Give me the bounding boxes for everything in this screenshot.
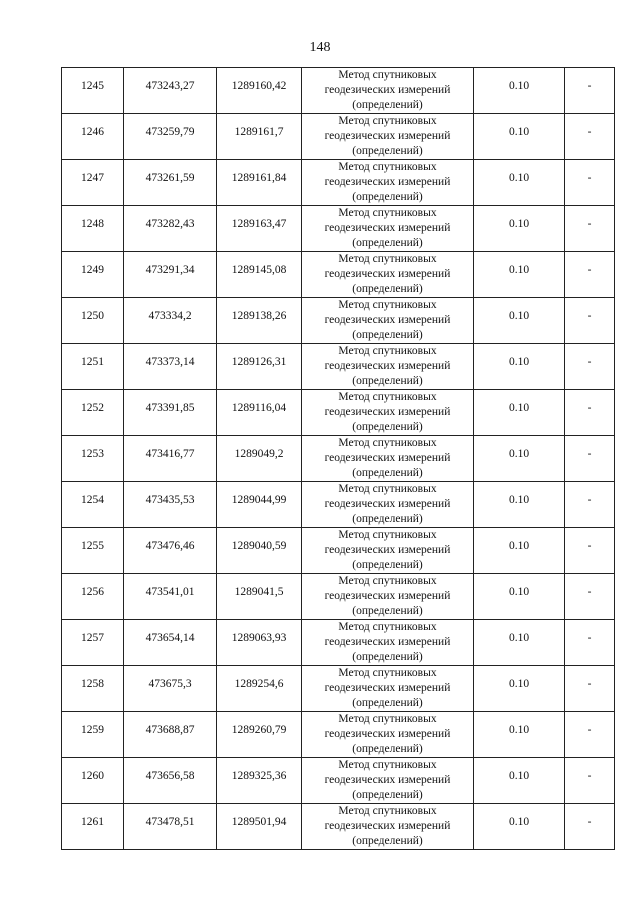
y-coordinate-cell-value: 1289325,36 — [231, 770, 287, 782]
x-coordinate-cell — [124, 528, 217, 574]
x-coordinate-cell-value: 473334,2 — [148, 310, 192, 322]
method-text-line: (определений) — [352, 743, 423, 755]
y-coordinate-cell — [217, 758, 302, 804]
method-text-line: Метод спутниковых — [338, 345, 437, 357]
method-text-line: геодезических измерений — [324, 452, 451, 464]
note-cell — [565, 114, 615, 160]
table-row — [62, 574, 615, 620]
x-coordinate-cell — [124, 666, 217, 712]
method-text-line: Метод спутниковых — [338, 253, 437, 265]
y-coordinate-cell-value: 1289501,94 — [231, 816, 287, 828]
note-cell-value: - — [587, 356, 592, 368]
accuracy-cell — [474, 252, 565, 298]
y-coordinate-cell — [217, 114, 302, 160]
method-text-line: (определений) — [352, 99, 423, 111]
point-number-cell-value: 1247 — [81, 172, 104, 184]
coordinates-table — [61, 67, 615, 850]
note-cell-value: - — [587, 402, 592, 414]
x-coordinate-cell-value: 473291,34 — [145, 264, 195, 276]
accuracy-cell-value: 0.10 — [508, 494, 530, 506]
method-text-line: (определений) — [352, 329, 423, 341]
y-coordinate-cell — [217, 390, 302, 436]
method-text-line: (определений) — [352, 835, 423, 847]
method-cell — [302, 482, 474, 528]
y-coordinate-cell — [217, 620, 302, 666]
accuracy-cell-value: 0.10 — [508, 632, 530, 644]
y-coordinate-cell-value: 1289040,59 — [231, 540, 287, 552]
note-cell-value: - — [587, 678, 592, 690]
method-cell — [302, 804, 474, 850]
x-coordinate-cell-value: 473688,87 — [145, 724, 195, 736]
table-row — [62, 114, 615, 160]
point-number-cell-value: 1260 — [81, 770, 104, 782]
point-number-cell — [62, 114, 124, 160]
method-text-line: Метод спутниковых — [338, 575, 437, 587]
point-number-cell-value: 1261 — [81, 816, 104, 828]
x-coordinate-cell-value: 473243,27 — [145, 80, 195, 92]
table-row — [62, 68, 615, 114]
point-number-cell — [62, 436, 124, 482]
method-text-line: Метод спутниковых — [338, 667, 437, 679]
accuracy-cell-value: 0.10 — [508, 80, 530, 92]
accuracy-cell-value: 0.10 — [508, 218, 530, 230]
method-cell — [302, 252, 474, 298]
table-row — [62, 252, 615, 298]
point-number-cell — [62, 206, 124, 252]
x-coordinate-cell-value: 473259,79 — [145, 126, 195, 138]
point-number-cell — [62, 252, 124, 298]
point-number-cell-value: 1248 — [81, 218, 104, 230]
table-row — [62, 528, 615, 574]
y-coordinate-cell-value: 1289161,7 — [234, 126, 284, 138]
point-number-cell-value: 1250 — [81, 310, 104, 322]
note-cell — [565, 436, 615, 482]
accuracy-cell-value: 0.10 — [508, 310, 530, 322]
accuracy-cell-value: 0.10 — [508, 816, 530, 828]
method-text-line: Метод спутниковых — [338, 483, 437, 495]
y-coordinate-cell-value: 1289138,26 — [231, 310, 287, 322]
point-number-cell — [62, 482, 124, 528]
x-coordinate-cell-value: 473391,85 — [145, 402, 195, 414]
method-text-line: геодезических измерений — [324, 498, 451, 510]
method-cell — [302, 574, 474, 620]
point-number-cell — [62, 160, 124, 206]
method-text-line: геодезических измерений — [324, 406, 451, 418]
y-coordinate-cell — [217, 804, 302, 850]
method-text-line: (определений) — [352, 421, 423, 433]
table-row — [62, 298, 615, 344]
note-cell-value: - — [587, 632, 592, 644]
y-coordinate-cell-value: 1289063,93 — [231, 632, 287, 644]
point-number-cell-value: 1254 — [81, 494, 104, 506]
x-coordinate-cell-value: 473656,58 — [145, 770, 195, 782]
point-number-cell-value: 1249 — [81, 264, 104, 276]
note-cell — [565, 712, 615, 758]
note-cell-value: - — [587, 770, 592, 782]
note-cell-value: - — [587, 448, 592, 460]
x-coordinate-cell — [124, 252, 217, 298]
method-text-line: геодезических измерений — [324, 774, 451, 786]
method-cell — [302, 666, 474, 712]
accuracy-cell-value: 0.10 — [508, 770, 530, 782]
method-text-line: Метод спутниковых — [338, 391, 437, 403]
accuracy-cell-value: 0.10 — [508, 540, 530, 552]
accuracy-cell-value: 0.10 — [508, 448, 530, 460]
note-cell — [565, 298, 615, 344]
accuracy-cell — [474, 620, 565, 666]
x-coordinate-cell-value: 473654,14 — [145, 632, 195, 644]
point-number-cell — [62, 528, 124, 574]
method-text-line: геодезических измерений — [324, 590, 451, 602]
x-coordinate-cell-value: 473282,43 — [145, 218, 195, 230]
method-cell — [302, 712, 474, 758]
x-coordinate-cell — [124, 206, 217, 252]
accuracy-cell — [474, 114, 565, 160]
page-number: 148 — [309, 40, 331, 55]
table-row — [62, 620, 615, 666]
x-coordinate-cell-value: 473261,59 — [145, 172, 195, 184]
method-text-line: Метод спутниковых — [338, 437, 437, 449]
method-cell — [302, 390, 474, 436]
method-text-line: геодезических измерений — [324, 544, 451, 556]
note-cell-value: - — [587, 310, 592, 322]
method-text-line: (определений) — [352, 697, 423, 709]
method-text-line: Метод спутниковых — [338, 115, 437, 127]
accuracy-cell-value: 0.10 — [508, 356, 530, 368]
point-number-cell — [62, 712, 124, 758]
y-coordinate-cell — [217, 252, 302, 298]
y-coordinate-cell-value: 1289145,08 — [231, 264, 287, 276]
method-text-line: геодезических измерений — [324, 682, 451, 694]
note-cell — [565, 344, 615, 390]
y-coordinate-cell-value: 1289049,2 — [234, 448, 284, 460]
accuracy-cell-value: 0.10 — [508, 586, 530, 598]
method-cell — [302, 344, 474, 390]
x-coordinate-cell — [124, 482, 217, 528]
point-number-cell-value: 1246 — [81, 126, 104, 138]
y-coordinate-cell-value: 1289260,79 — [231, 724, 287, 736]
accuracy-cell — [474, 574, 565, 620]
accuracy-cell — [474, 528, 565, 574]
y-coordinate-cell — [217, 68, 302, 114]
accuracy-cell-value: 0.10 — [508, 126, 530, 138]
x-coordinate-cell — [124, 68, 217, 114]
point-number-cell-value: 1258 — [81, 678, 104, 690]
method-text-line: (определений) — [352, 605, 423, 617]
table-row — [62, 160, 615, 206]
note-cell — [565, 160, 615, 206]
method-text-line: Метод спутниковых — [338, 161, 437, 173]
method-text-line: Метод спутниковых — [338, 759, 437, 771]
method-text-line: геодезических измерений — [324, 84, 451, 96]
accuracy-cell — [474, 436, 565, 482]
y-coordinate-cell — [217, 666, 302, 712]
method-text-line: Метод спутниковых — [338, 529, 437, 541]
x-coordinate-cell — [124, 620, 217, 666]
point-number-cell-value: 1255 — [81, 540, 104, 552]
method-cell — [302, 68, 474, 114]
y-coordinate-cell-value: 1289126,31 — [231, 356, 287, 368]
method-text-line: геодезических измерений — [324, 360, 451, 372]
note-cell — [565, 574, 615, 620]
table-row — [62, 758, 615, 804]
point-number-cell — [62, 620, 124, 666]
method-text-line: геодезических измерений — [324, 314, 451, 326]
point-number-cell — [62, 804, 124, 850]
note-cell — [565, 528, 615, 574]
accuracy-cell — [474, 160, 565, 206]
table-row — [62, 436, 615, 482]
note-cell-value: - — [587, 816, 592, 828]
table-row — [62, 804, 615, 850]
note-cell — [565, 206, 615, 252]
method-text-line: геодезических измерений — [324, 728, 451, 740]
x-coordinate-cell-value: 473373,14 — [145, 356, 195, 368]
y-coordinate-cell-value: 1289041,5 — [234, 586, 284, 598]
method-text-line: Метод спутниковых — [338, 207, 437, 219]
method-text-line: (определений) — [352, 145, 423, 157]
method-text-line: (определений) — [352, 237, 423, 249]
accuracy-cell — [474, 390, 565, 436]
method-cell — [302, 298, 474, 344]
point-number-cell-value: 1256 — [81, 586, 104, 598]
y-coordinate-cell-value: 1289044,99 — [231, 494, 287, 506]
x-coordinate-cell-value: 473675,3 — [148, 678, 192, 690]
accuracy-cell-value: 0.10 — [508, 264, 530, 276]
method-text-line: (определений) — [352, 651, 423, 663]
method-cell — [302, 620, 474, 666]
point-number-cell-value: 1251 — [81, 356, 104, 368]
accuracy-cell — [474, 344, 565, 390]
method-cell — [302, 758, 474, 804]
point-number-cell — [62, 298, 124, 344]
point-number-cell — [62, 68, 124, 114]
point-number-cell-value: 1259 — [81, 724, 104, 736]
method-cell — [302, 528, 474, 574]
point-number-cell — [62, 574, 124, 620]
method-text-line: (определений) — [352, 467, 423, 479]
method-text-line: геодезических измерений — [324, 222, 451, 234]
note-cell-value: - — [587, 586, 592, 598]
note-cell — [565, 758, 615, 804]
point-number-cell — [62, 666, 124, 712]
note-cell — [565, 804, 615, 850]
point-number-cell — [62, 390, 124, 436]
accuracy-cell — [474, 758, 565, 804]
table-row — [62, 206, 615, 252]
x-coordinate-cell — [124, 758, 217, 804]
table-row — [62, 712, 615, 758]
x-coordinate-cell — [124, 390, 217, 436]
y-coordinate-cell — [217, 206, 302, 252]
method-text-line: Метод спутниковых — [338, 299, 437, 311]
note-cell-value: - — [587, 80, 592, 92]
point-number-cell-value: 1252 — [81, 402, 104, 414]
note-cell-value: - — [587, 724, 592, 736]
method-text-line: Метод спутниковых — [338, 621, 437, 633]
y-coordinate-cell — [217, 344, 302, 390]
y-coordinate-cell — [217, 528, 302, 574]
method-text-line: геодезических измерений — [324, 130, 451, 142]
point-number-cell-value: 1253 — [81, 448, 104, 460]
method-text-line: геодезических измерений — [324, 176, 451, 188]
table-row — [62, 344, 615, 390]
x-coordinate-cell-value: 473478,51 — [145, 816, 195, 828]
x-coordinate-cell — [124, 574, 217, 620]
point-number-cell — [62, 344, 124, 390]
accuracy-cell — [474, 482, 565, 528]
x-coordinate-cell — [124, 114, 217, 160]
y-coordinate-cell-value: 1289116,04 — [231, 402, 287, 414]
x-coordinate-cell — [124, 436, 217, 482]
accuracy-cell — [474, 712, 565, 758]
y-coordinate-cell — [217, 712, 302, 758]
x-coordinate-cell — [124, 160, 217, 206]
method-text-line: геодезических измерений — [324, 820, 451, 832]
x-coordinate-cell-value: 473541,01 — [145, 586, 195, 598]
note-cell — [565, 666, 615, 712]
x-coordinate-cell — [124, 804, 217, 850]
coordinates-table-body — [62, 68, 615, 850]
point-number-cell-value: 1257 — [81, 632, 104, 644]
method-text-line: (определений) — [352, 375, 423, 387]
x-coordinate-cell — [124, 344, 217, 390]
method-text-line: (определений) — [352, 191, 423, 203]
method-cell — [302, 206, 474, 252]
method-text-line: Метод спутниковых — [338, 805, 437, 817]
note-cell — [565, 482, 615, 528]
method-text-line: (определений) — [352, 559, 423, 571]
x-coordinate-cell-value: 473416,77 — [145, 448, 195, 460]
method-text-line: Метод спутниковых — [338, 713, 437, 725]
note-cell-value: - — [587, 218, 592, 230]
table-row — [62, 482, 615, 528]
x-coordinate-cell-value: 473476,46 — [145, 540, 195, 552]
note-cell — [565, 620, 615, 666]
method-text-line: геодезических измерений — [324, 268, 451, 280]
y-coordinate-cell-value: 1289160,42 — [231, 80, 287, 92]
table-row — [62, 666, 615, 712]
method-cell — [302, 160, 474, 206]
method-cell — [302, 436, 474, 482]
method-text-line: геодезических измерений — [324, 636, 451, 648]
note-cell — [565, 252, 615, 298]
y-coordinate-cell — [217, 298, 302, 344]
accuracy-cell — [474, 206, 565, 252]
x-coordinate-cell-value: 473435,53 — [145, 494, 195, 506]
point-number-cell — [62, 758, 124, 804]
y-coordinate-cell — [217, 482, 302, 528]
table-row — [62, 390, 615, 436]
accuracy-cell-value: 0.10 — [508, 402, 530, 414]
note-cell-value: - — [587, 126, 592, 138]
accuracy-cell-value: 0.10 — [508, 678, 530, 690]
accuracy-cell — [474, 666, 565, 712]
y-coordinate-cell — [217, 574, 302, 620]
accuracy-cell — [474, 68, 565, 114]
accuracy-cell — [474, 804, 565, 850]
y-coordinate-cell-value: 1289163,47 — [231, 218, 287, 230]
method-text-line: (определений) — [352, 789, 423, 801]
note-cell-value: - — [587, 540, 592, 552]
note-cell-value: - — [587, 494, 592, 506]
method-text-line: (определений) — [352, 283, 423, 295]
accuracy-cell — [474, 298, 565, 344]
y-coordinate-cell — [217, 436, 302, 482]
y-coordinate-cell-value: 1289161,84 — [231, 172, 287, 184]
x-coordinate-cell — [124, 712, 217, 758]
y-coordinate-cell-value: 1289254,6 — [234, 678, 284, 690]
accuracy-cell-value: 0.10 — [508, 724, 530, 736]
y-coordinate-cell — [217, 160, 302, 206]
note-cell — [565, 68, 615, 114]
note-cell — [565, 390, 615, 436]
method-cell — [302, 114, 474, 160]
method-text-line: Метод спутниковых — [338, 69, 437, 81]
x-coordinate-cell — [124, 298, 217, 344]
point-number-cell-value: 1245 — [81, 80, 104, 92]
note-cell-value: - — [587, 172, 592, 184]
accuracy-cell-value: 0.10 — [508, 172, 530, 184]
method-text-line: (определений) — [352, 513, 423, 525]
note-cell-value: - — [587, 264, 592, 276]
